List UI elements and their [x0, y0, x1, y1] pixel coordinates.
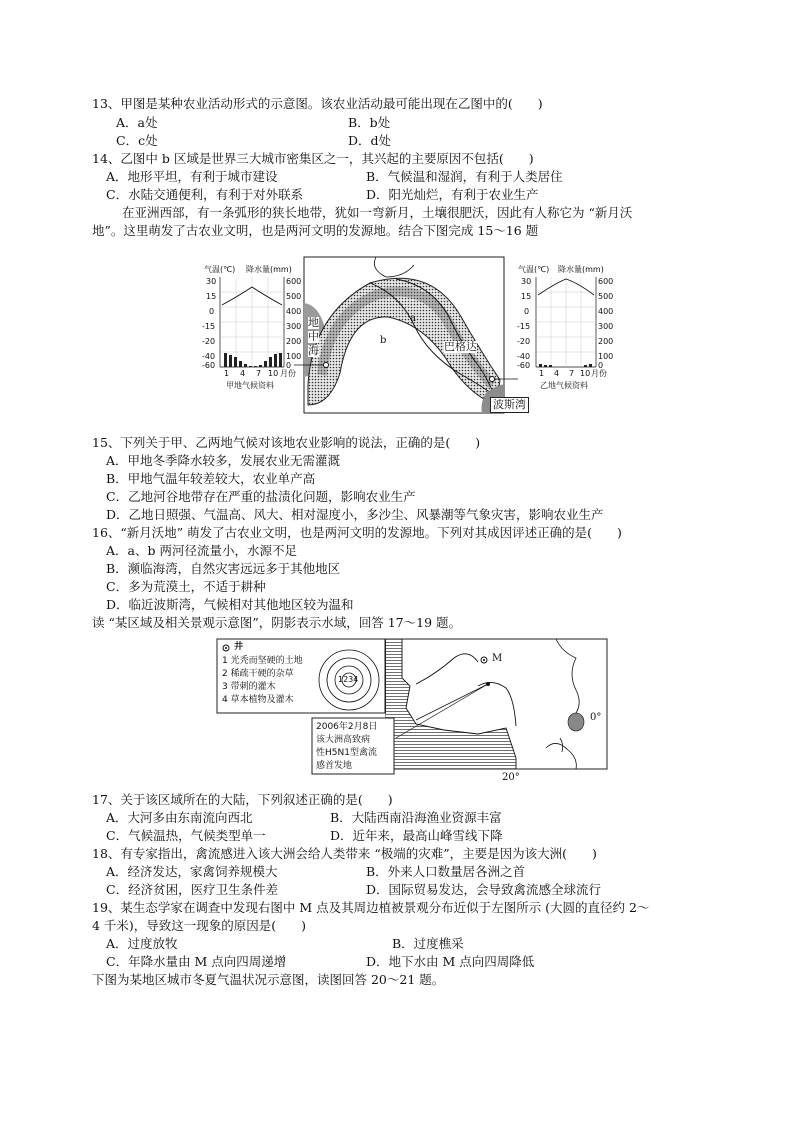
latitude-label: 0° [590, 712, 602, 723]
q16-option-c: C．多为荒漠土，不适于耕种 [106, 579, 266, 594]
jia-caption: 甲地气候资料 [226, 381, 274, 390]
q15-option-b: B．甲地气温年较差较大，农业单产高 [106, 471, 316, 486]
legend-title: 井 [234, 642, 244, 652]
fertile-crescent-figure [200, 255, 614, 415]
jia-precip-tick: 0 [286, 361, 292, 370]
yi-precip-tick: 400 [598, 307, 614, 316]
jia-temp-tick: 15 [206, 292, 217, 301]
q17-option-b: B．大陆西南沿海渔业资源丰富 [330, 810, 502, 825]
yi-precip-tick: 500 [598, 292, 614, 301]
q13-option-c: C．c处 [116, 133, 158, 148]
jia-precip-tick: 600 [286, 277, 302, 286]
yi-temp-tick: 15 [521, 292, 532, 301]
jia-precip-tick: 100 [286, 352, 302, 361]
yi-temp-tick: -20 [517, 337, 531, 346]
q14-option-c: C．水陆交通便利，有利于对外联系 [106, 187, 304, 202]
q19-option-b: B．过度樵采 [392, 936, 464, 951]
q18-option-d: D．国际贸易发达，会导致禽流感全球流行 [366, 882, 602, 897]
jia-precip-tick: 300 [286, 322, 302, 331]
jia-month-unit: 月份 [280, 369, 296, 378]
river-label-a: a [410, 313, 416, 324]
yi-month-unit: 月份 [591, 369, 607, 378]
intro-15-line2: 地”。这里萌发了古农业文明，也是两河文明的发源地。结合下图完成 15～16 题 [92, 223, 539, 238]
jia-temp-tick: 30 [206, 277, 217, 286]
yi-caption: 乙地气候资料 [540, 381, 588, 390]
yi-precip-header: 降水量(mm) [558, 265, 604, 274]
intro-20: 下图为某地区城市冬夏气温状况示意图，读图回答 20～21 题。 [92, 972, 445, 987]
jia-month-tick: 7 [256, 369, 262, 378]
yi-temp-tick: -15 [517, 322, 531, 331]
yi-temp-tick: 0 [524, 307, 530, 316]
city-baghdad: 巴格达 [444, 340, 477, 353]
q15-option-c: C．乙地河谷地带存在严重的盐渍化问题，影响农业生产 [106, 489, 416, 504]
q13-option-a: A．a处 [116, 115, 158, 130]
intro-15-line1: 在亚洲西部，有一条弧形的狭长地带，犹如一弯新月，土壤很肥沃，因此有人称它为 “新月沃 [122, 205, 633, 220]
climate-chart-jia [220, 277, 284, 367]
yi-month-tick: 4 [554, 369, 560, 378]
jia-temp-tick: 0 [209, 307, 215, 316]
rings-label: 1234 [338, 675, 359, 684]
jia-temp-header: 气温(℃) [204, 265, 236, 274]
jia-precip-header: 降水量(mm) [246, 265, 292, 274]
jia-temp-tick: -20 [202, 337, 216, 346]
q18-option-c: C．经济贫困，医疗卫生条件差 [106, 882, 279, 897]
jia-precip-tick: 400 [286, 307, 302, 316]
jia-temp-tick: -40 [202, 352, 216, 361]
yi-precip-tick: 100 [598, 352, 614, 361]
jia-temp-tick: -60 [202, 361, 216, 370]
sea-label-di: 地 [308, 316, 319, 329]
yi-precip-tick: 300 [598, 322, 614, 331]
q17-option-c: C．气候温热，气候类型单一 [106, 828, 266, 843]
q13-stem: 13、甲图是某种农业活动形式的示意图。该农业活动最可能出现在乙图中的( ) [92, 96, 543, 111]
q15-option-a: A．甲地冬季降水较多，发展农业无需灌溉 [106, 453, 341, 468]
q19-option-c: C．年降水量由 M 点向四周递增 [106, 954, 287, 969]
intro-17: 读 “某区域及相关景观示意图”，阴影表示水域，回答 17～19 题。 [92, 615, 462, 630]
longitude-label: 20° [502, 772, 520, 783]
jia-month-tick: 10 [268, 369, 279, 378]
yi-temp-header: 气温(℃) [518, 265, 550, 274]
climate-chart-yi [536, 277, 596, 367]
lake [568, 713, 584, 731]
jia-precip-tick: 500 [286, 292, 302, 301]
q13-option-d: D．d处 [348, 133, 392, 148]
jia-month-tick: 1 [224, 369, 230, 378]
yi-month-tick: 10 [580, 369, 591, 378]
sea-label-hai: 海 [308, 344, 319, 357]
sea-label-zhong: 中 [308, 330, 319, 343]
yi-precip-tick: 0 [598, 361, 604, 370]
q18-option-a: A．经济发达，家禽饲养规模大 [106, 864, 278, 879]
q18-option-b: B．外来人口数量居各洲之首 [366, 864, 526, 879]
persian-gulf-label: 波斯湾 [490, 397, 529, 413]
note-line-2: 该大洲高致病 [316, 735, 371, 745]
yi-temp-tick: 30 [521, 277, 532, 286]
q15-stem: 15、下列关于甲、乙两地气候对该地农业影响的说法，正确的是( ) [92, 435, 481, 450]
yi-month-tick: 7 [569, 369, 575, 378]
legend-item-4: 4 草本植物及灌木 [222, 695, 294, 705]
q14-option-d: D．阳光灿烂，有利于农业生产 [366, 187, 539, 202]
note-line-4: 感首发地 [316, 761, 353, 771]
q16-option-b: B．濒临海湾，自然灾害远远多于其他地区 [106, 561, 341, 576]
q16-option-d: D．临近波斯湾，气候相对其他地区较为温和 [106, 597, 354, 612]
yi-precip-tick: 600 [598, 277, 614, 286]
legend-item-2: 2 稀疏干硬的杂草 [222, 669, 294, 679]
note-line-3: 性H5N1型禽流 [316, 748, 377, 758]
legend-item-1: 1 光秃而坚硬的土地 [222, 656, 303, 666]
point-yi [490, 377, 495, 382]
q16-stem: 16、“新月沃地” 萌发了古农业文明，也是两河文明的发源地。下列对其成因评述正确的是( ) [92, 525, 622, 540]
q16-option-a: A．a、b 两河径流量小，水源不足 [106, 543, 297, 558]
q19-option-d: D．地下水由 M 点向四周降低 [366, 954, 535, 969]
q14-stem: 14、乙图中 b 区域是世界三大城市密集区之一，其兴起的主要原因不包括( ) [92, 151, 534, 166]
africa-region-figure [216, 638, 608, 788]
q18-stem: 18、有专家指出，禽流感进入该大洲会给人类带来 “极端的灾难”，主要是因为该大洲( ) [92, 846, 597, 861]
q14-option-b: B．气候温和湿润，有利于人类居住 [366, 169, 563, 184]
q17-option-a: A．大河多由东南流向西北 [106, 810, 253, 825]
jia-month-tick: 4 [240, 369, 246, 378]
note-line-1: 2006年2月8日 [316, 722, 378, 732]
q17-option-d: D．近年来，最高山峰雪线下降 [330, 828, 503, 843]
yi-temp-tick: -40 [517, 352, 531, 361]
q14-option-a: A．地形平坦，有利于城市建设 [106, 169, 278, 184]
q19-stem-line2: 4 千米)，导致这一现象的原因是( ) [92, 918, 307, 933]
q15-option-d: D．乙地日照强、气温高、风大、相对湿度小，多沙尘、风暴潮等气象灾害，影响农业生产 [106, 507, 604, 522]
q19-option-a: A．过度放牧 [106, 936, 178, 951]
q13-option-b: B．b处 [348, 115, 391, 130]
point-jia [324, 363, 329, 368]
q17-stem: 17、关于该区域所在的大陆，下列叙述正确的是( ) [92, 792, 393, 807]
yi-month-tick: 1 [539, 369, 545, 378]
point-m-label: M [492, 653, 503, 664]
jia-precip-tick: 200 [286, 337, 302, 346]
q19-stem-line1: 19、某生态学家在调查中发现右图中 M 点及其周边植被景观分布近似于左图所示 (大圆的直径约 2～ [92, 900, 650, 915]
legend-item-3: 3 带刺的灌木 [222, 682, 276, 692]
yi-temp-tick: -60 [517, 361, 531, 370]
river-label-b: b [380, 335, 387, 346]
jia-temp-tick: -15 [202, 322, 216, 331]
yi-precip-tick: 200 [598, 337, 614, 346]
fertile-crescent-svg [200, 255, 610, 415]
